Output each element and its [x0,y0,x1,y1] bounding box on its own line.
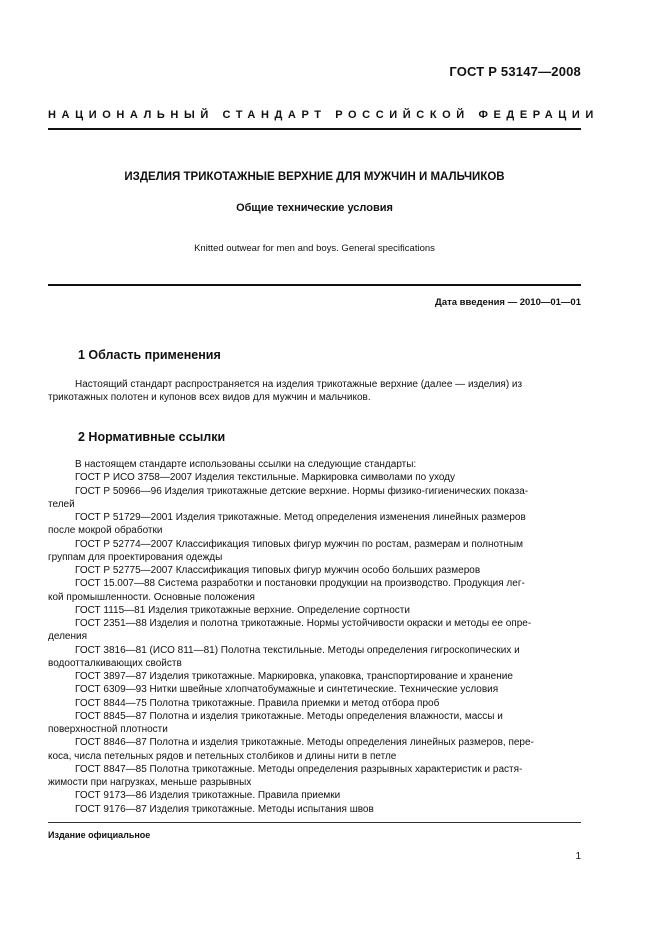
reference-line: водоотталкивающих свойств [48,657,182,669]
section-1-text [48,378,581,404]
introduction-date: Дата введения — 2010—01—01 [435,297,581,308]
reference-line: ГОСТ 3897—87 Изделия трикотажные. Маркировка, упаковка, транспортирование и хранение [75,671,513,682]
reference-line: В настоящем стандарте использованы ссылки на следующие стандарты: [75,459,417,470]
reference-line: ГОСТ 8844—75 Полотна трикотажные. Правила приемки и метод отбора проб [75,697,440,709]
top-divider [48,128,581,130]
reference-line: ГОСТ Р 50966—96 Изделия трикотажные детские верхние. Нормы физико-гигиенических показа- [75,485,529,497]
reference-line: ГОСТ 1115—81 Изделия трикотажные верхние. Определение сортности [75,604,410,616]
section-1-line: Настоящий стандарт распространяется на изделия трикотажные верхние (далее — изделия) из [75,379,523,390]
reference-line: поверхностной плотности [48,724,168,735]
footer-divider [48,822,581,823]
reference-line: ГОСТ Р ИСО 3758—2007 Изделия текстильные. Маркировка символами по уходу [75,472,456,484]
reference-line: кой промышленности. Основные положения [48,591,255,603]
reference-line: ГОСТ Р 52774—2007 Классификация типовых фигур мужчин по ростам, размерам и полнотным [75,538,523,550]
document-subtitle: Общие технические условия [236,202,393,214]
official-edition-label: Издание официальное [48,830,151,840]
reference-line: ГОСТ Р 51729—2001 Изделия трикотажные. Метод определения изменения линейных размеров [75,512,526,523]
reference-line: коса, числа петельных рядов и петельных столбиков и длины нити в петле [48,750,397,762]
reference-line: телей [48,498,75,510]
reference-line: жимости при нагрузках, меньше разрывных [48,777,252,788]
national-standard-heading: НАЦИОНАЛЬНЫЙ СТАНДАРТ РОССИЙСКОЙ ФЕДЕРАЦИИ [48,109,599,121]
reference-line: группам для проектирования одежды [48,551,223,563]
reference-line: ГОСТ 8847—85 Полотна трикотажные. Методы определения разрывных характеристик и растя- [75,763,523,775]
reference-line: ГОСТ 6309—93 Нитки швейные хлопчатобумажные и синтетические. Технические условия [75,684,499,696]
reference-line: ГОСТ Р 52775—2007 Классификация типовых фигур мужчин особо больших размеров [75,565,481,576]
reference-line: ГОСТ 8845—87 Полотна и изделия трикотажные. Методы определения влажности, массы и [75,710,503,722]
reference-line: ГОСТ 9173—86 Изделия трикотажные. Правила приемки [75,790,341,802]
reference-line: ГОСТ 3816—81 (ИСО 811—81) Полотна текстильные. Методы определения гигроскопических и [75,644,520,656]
reference-line: деления [48,631,87,643]
reference-line: ГОСТ 8846—87 Полотна и изделия трикотажные. Методы определения линейных размеров, пере- [75,737,534,749]
reference-line: ГОСТ 15.007—88 Система разработки и постановки продукции на производство. Продукция лег- [75,578,525,590]
document-title: ИЗДЕЛИЯ ТРИКОТАЖНЫЕ ВЕРХНИЕ ДЛЯ МУЖЧИН И МАЛЬЧИКОВ [124,171,505,183]
normative-references-list [48,458,581,816]
section-2-heading: 2 Нормативные ссылки [78,430,226,444]
document-number: ГОСТ Р 53147—2008 [449,64,581,79]
section-1-heading: 1 Область применения [78,348,221,362]
reference-line: ГОСТ 9176—87 Изделия трикотажные. Методы испытания швов [75,803,374,815]
section-1-line: трикотажных полотен и купонов всех видов для мужчин и мальчиков. [48,392,371,404]
reference-line: ГОСТ 2351—88 Изделия и полотна трикотажные. Нормы устойчивости окраски и методы ее опре- [75,618,532,629]
english-title: Knitted outwear for men and boys. General specifications [194,243,435,254]
page-number: 1 [575,851,581,862]
middle-divider [48,284,581,286]
reference-line: после мокрой обработки [48,525,163,537]
